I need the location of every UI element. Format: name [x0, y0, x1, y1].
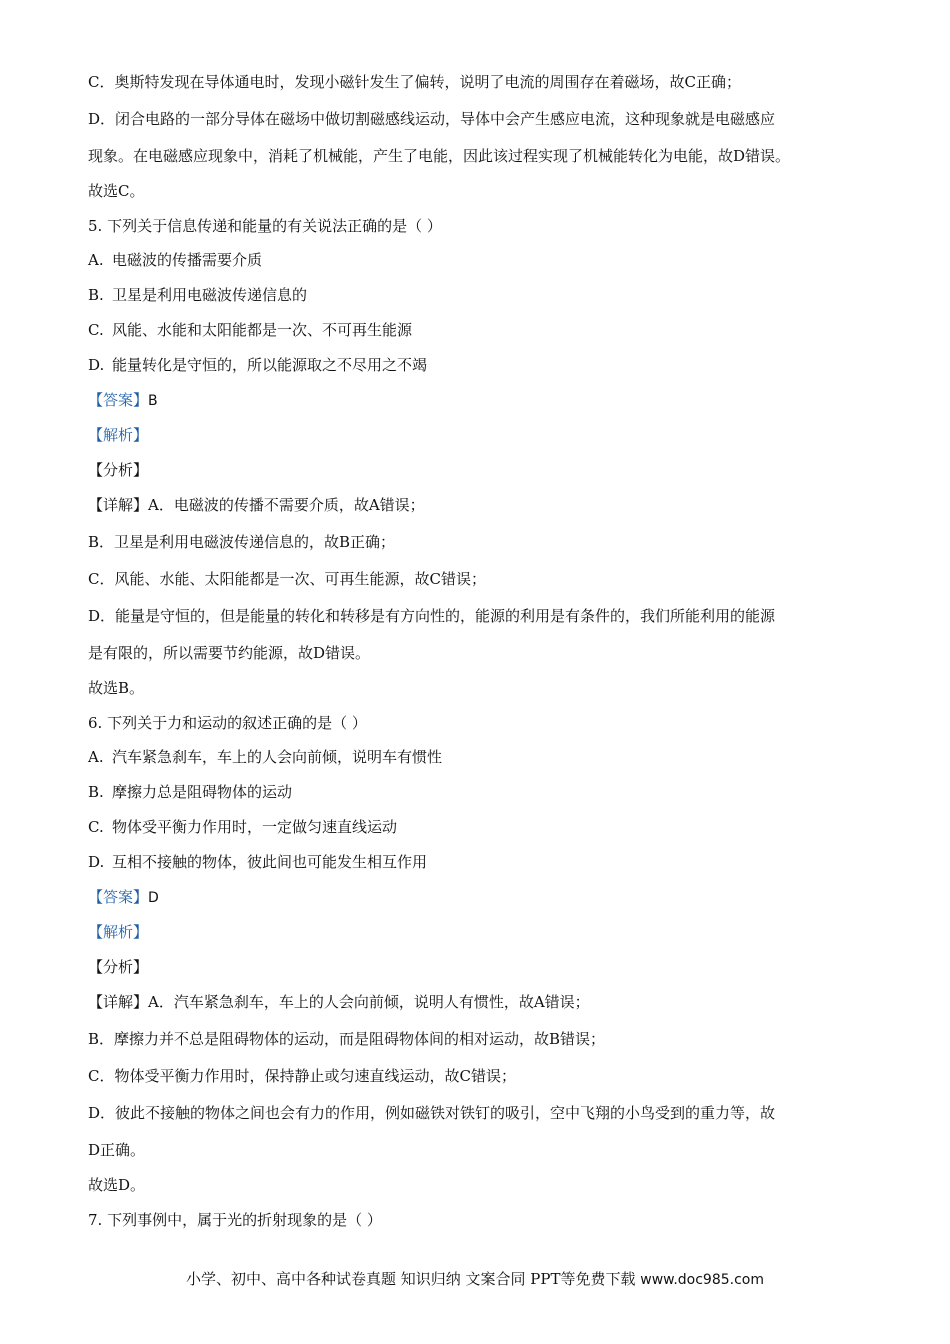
question-6-fenxi-tag: 【分析】 [88, 958, 149, 977]
footer-url[interactable]: www.doc985.com [640, 1272, 765, 1288]
answer-tag: 【答案】 [88, 390, 149, 409]
option-label: D. [88, 355, 105, 374]
option-text: 卫星是利用电磁波传递信息的 [112, 286, 308, 305]
question-5-option-c [88, 318, 878, 342]
question-7-stem: 7. 下列事例中，属于光的折射现象的是（ ） [88, 1210, 382, 1229]
document-page [88, 70, 878, 1242]
question-5-detail-line5: 是有限的，所以需要节约能源，故D错误。 [88, 643, 371, 662]
option-text: 汽车紧急刹车，车上的人会向前倾，说明车有惯性 [112, 748, 443, 767]
question-6-answer [88, 885, 878, 910]
answer-value: D [148, 889, 159, 906]
question-6-choice: 故选D。 [88, 1175, 146, 1194]
question-6-detail-line4: D．彼此不接触的物体之间也会有力的作用，例如磁铁对铁钉的吸引，空中飞翔的小鸟受到的重力等，故 [88, 1103, 776, 1122]
prev-explanation-c: C．奥斯特发现在导体通电时，发现小磁针发生了偏转，说明了电流的周围存在着磁场，故C正确； [88, 73, 741, 91]
option-text: 能量转化是守恒的，所以能源取之不尽用之不竭 [112, 355, 428, 374]
page-footer [0, 1268, 950, 1289]
option-text: 互相不接触的物体，彼此间也可能发生相互作用 [112, 852, 428, 871]
option-label: B. [88, 783, 104, 802]
question-5-option-a [88, 248, 878, 272]
question-5-detail-line4: D．能量是守恒的，但是能量的转化和转移是有方向性的，能源的利用是有条件的，我们所能利用的能源 [88, 606, 776, 625]
question-6-option-d [88, 850, 878, 874]
question-5-detail-line1: 【详解】A．电磁波的传播不需要介质，故A错误； [88, 495, 425, 514]
option-text: 风能、水能和太阳能都是一次、不可再生能源 [112, 320, 413, 339]
question-6-detail-line3: C．物体受平衡力作用时，保持静止或匀速直线运动，故C错误； [88, 1066, 516, 1085]
question-5-fenxi-tag: 【分析】 [88, 461, 149, 480]
question-5-detail-line3: C．风能、水能、太阳能都是一次、可再生能源，故C错误； [88, 569, 486, 588]
prev-choice: 故选C。 [88, 181, 145, 200]
option-text: 摩擦力总是阻碍物体的运动 [112, 783, 293, 802]
question-6-detail-line2: B．摩擦力并不总是阻碍物体的运动，而是阻碍物体间的相对运动，故B错误； [88, 1029, 606, 1048]
question-6-option-a [88, 745, 878, 769]
question-5-option-d [88, 353, 878, 377]
option-label: D. [88, 852, 105, 871]
question-6-option-c [88, 815, 878, 839]
prev-explanation-d-line2: 现象。在电磁感应现象中，消耗了机械能，产生了电能，因此该过程实现了机械能转化为电能，故D错误。 [88, 147, 791, 165]
question-6-stem: 6. 下列关于力和运动的叙述正确的是（ ） [88, 713, 367, 732]
answer-value: B [148, 392, 158, 409]
question-6-detail-line5: D正确。 [88, 1140, 146, 1159]
question-5-detail-line2: B．卫星是利用电磁波传递信息的，故B正确； [88, 532, 396, 551]
question-6-analysis-tag: 【解析】 [88, 923, 149, 942]
question-5-answer [88, 388, 878, 413]
question-6-option-b [88, 780, 878, 804]
question-5-stem: 5. 下列关于信息传递和能量的有关说法正确的是（ ） [88, 216, 442, 235]
option-label: A. [88, 251, 104, 270]
option-label: C. [88, 320, 104, 339]
question-5-option-b [88, 283, 878, 307]
option-text: 物体受平衡力作用时，一定做匀速直线运动 [112, 817, 398, 836]
question-5-choice: 故选B。 [88, 678, 145, 697]
answer-tag: 【答案】 [88, 887, 149, 906]
question-5-analysis-tag: 【解析】 [88, 426, 149, 445]
prev-explanation-d-line1: D．闭合电路的一部分导体在磁场中做切割磁感线运动，导体中会产生感应电流，这种现象就是电磁感应 [88, 110, 776, 128]
footer-text: 小学、初中、高中各种试卷真题 知识归纳 文案合同 PPT等免费下载 [185, 1270, 636, 1288]
question-6-detail-line1: 【详解】A．汽车紧急刹车，车上的人会向前倾，说明人有惯性，故A错误； [88, 992, 590, 1011]
option-label: C. [88, 817, 104, 836]
option-label: A. [88, 748, 104, 767]
option-label: B. [88, 286, 104, 305]
option-text: 电磁波的传播需要介质 [112, 251, 263, 270]
